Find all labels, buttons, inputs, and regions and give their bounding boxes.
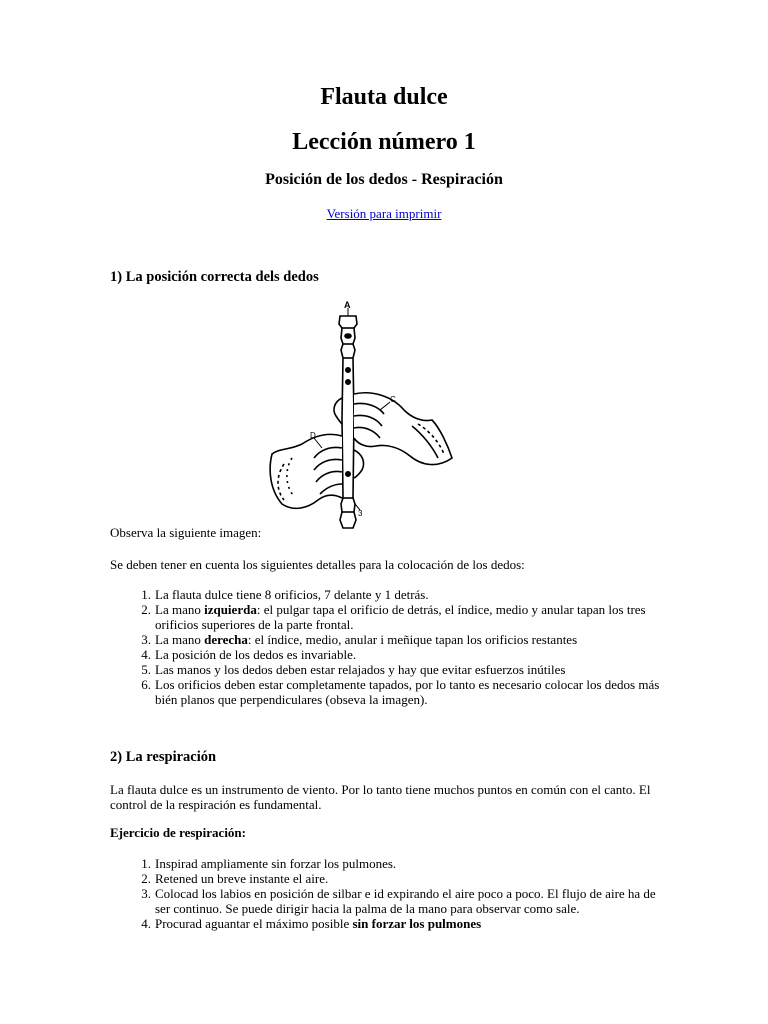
list-item: 6. Los orificios deben estar completamente tapados, por lo tanto es necesario colocar los dedos más bién planos que perpendiculares (obseva la imagen). [141,677,660,707]
print-version-link[interactable]: Versión para imprimir [326,206,442,221]
list-item: 4. Procurad aguantar el máximo posible sin forzar los pulmones [141,916,482,931]
lesson-subtitle: Posición de los dedos - Respiración [265,171,503,188]
list-item: 1. Inspirad ampliamente sin forzar los pulmones. [141,856,397,871]
list-item: 2. Retened un breve instante el aire. [141,871,329,886]
exercise-heading: Ejercicio de respiración: [110,825,246,840]
list-item: 1. La flauta dulce tiene 8 orificios, 7 delante y 1 detrás. [141,587,429,602]
list-item: 5. Las manos y los dedos deben estar relajados y hay que evitar esfuerzos inútiles [141,662,566,677]
observe-image-text: Observa la siguiente imagen: [110,525,262,540]
figure-label-d: D [310,431,316,440]
lesson-title: Lección número 1 [292,129,476,155]
figure-label-3: 3 [358,509,363,518]
figure-label-c: C [390,395,396,404]
list-item: 3. Colocad los labios en posición de silbar e id expirando el aire poco a poco. El flujo de aire ha de ser continuo. Se puede dirigir hacia la palma de la mano para observar como sale. [141,886,656,916]
recorder-hands-illustration [262,298,458,536]
list-item: 2. La mano izquierda: el pulgar tapa el orificio de detrás, el índice, medio y anular tapan los tres orificios superiores de la parte frontal. [141,602,646,632]
list-item: 3. La mano derecha: el índice, medio, anular i meñique tapan los orificios restantes [141,632,578,647]
breathing-paragraph: La flauta dulce es un instrumento de viento. Por lo tanto tiene muchos puntos en común con el canto. El control de la respiración es fundamental. [110,782,651,812]
list-item: 4. La posición de los dedos es invariable. [141,647,357,662]
document-title: Flauta dulce [320,84,448,110]
exercise-list [110,856,670,931]
fingers-list [110,587,670,707]
fingers-lead-text: Se deben tener en cuenta los siguientes detalles para la colocación de los dedos: [110,557,525,572]
figure-label-a: A [344,300,351,310]
print-version-row [0,206,768,222]
section2-heading: 2) La respiración [110,749,217,765]
section1-heading: 1) La posición correcta dels dedos [110,269,319,285]
